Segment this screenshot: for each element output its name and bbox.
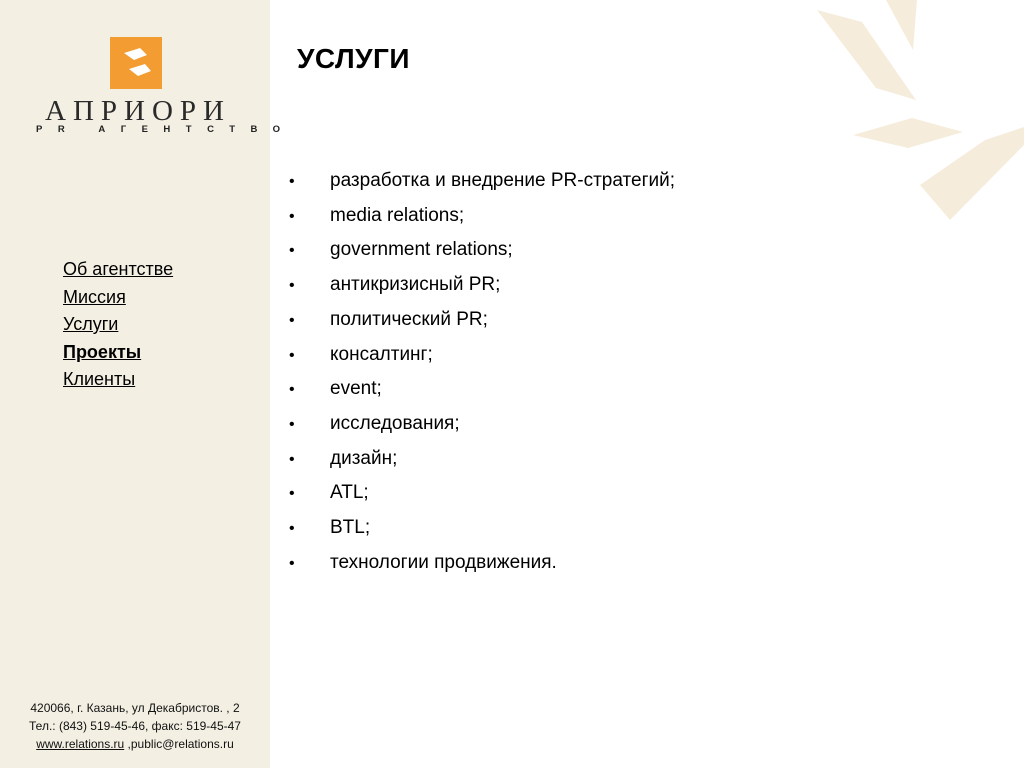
nav-item-projects[interactable]: Проекты xyxy=(63,341,142,362)
decorative-leaves-icon xyxy=(790,0,1024,240)
list-item xyxy=(289,199,675,234)
logo-subtitle: PR АГЕНТСТВО xyxy=(36,124,296,135)
contact-footer xyxy=(0,699,270,753)
footer-address: 420066, г. Казань, ул Декабристов. , 2 xyxy=(30,701,240,715)
bullet: • xyxy=(289,450,295,468)
nav-item-about[interactable]: Об агентстве xyxy=(63,259,174,279)
sidebar-nav xyxy=(63,256,173,394)
sidebar xyxy=(0,0,296,768)
service-label: media relations; xyxy=(330,204,465,226)
list-item xyxy=(289,164,675,199)
service-label: исследования; xyxy=(330,412,460,434)
bullet: • xyxy=(289,173,295,190)
list-item xyxy=(289,303,675,338)
nav-item-services[interactable]: Услуги xyxy=(63,314,119,334)
service-label: разработка и внедрение PR-стратегий; xyxy=(330,170,676,191)
service-label: government relations; xyxy=(330,239,513,261)
service-label: event; xyxy=(330,378,382,400)
list-item xyxy=(289,372,675,407)
list-item xyxy=(289,407,675,442)
bullet: • xyxy=(289,415,295,433)
service-label: BTL; xyxy=(330,517,371,539)
email-text: ,public@relations.ru xyxy=(124,737,234,751)
service-label: консалтинг; xyxy=(330,343,433,365)
service-label: технологии продвижения. xyxy=(330,551,557,573)
service-label: дизайн; xyxy=(330,447,398,469)
bullet: • xyxy=(289,485,295,503)
logo-icon xyxy=(110,37,162,89)
nav-item-mission[interactable]: Миссия xyxy=(63,286,126,307)
service-label: антикризисный PR; xyxy=(330,274,501,296)
list-item xyxy=(289,442,675,477)
list-item xyxy=(289,511,675,546)
services-list xyxy=(289,164,675,580)
bullet: • xyxy=(289,311,295,329)
service-label: ATL; xyxy=(330,482,369,504)
logo-text: АПРИОРИ xyxy=(45,95,231,127)
bullet: • xyxy=(289,554,295,572)
footer-phones: Тел.: (843) 519-45-46, факс: 519-45-47 xyxy=(29,719,241,733)
bullet: • xyxy=(289,207,295,225)
list-item xyxy=(289,268,675,303)
bullet: • xyxy=(289,242,295,260)
list-item xyxy=(289,476,675,511)
website-link[interactable]: www.relations.ru xyxy=(36,737,125,751)
bullet: • xyxy=(289,520,295,538)
bullet: • xyxy=(289,346,295,364)
list-item xyxy=(289,233,675,268)
list-item xyxy=(289,338,675,373)
service-label: политический PR; xyxy=(330,308,488,330)
footer-links xyxy=(0,735,270,753)
bullet: • xyxy=(289,381,295,399)
nav-item-clients[interactable]: Клиенты xyxy=(63,369,136,389)
bullet: • xyxy=(289,277,295,295)
page-title: УСЛУГИ xyxy=(297,43,411,74)
list-item xyxy=(289,546,675,581)
